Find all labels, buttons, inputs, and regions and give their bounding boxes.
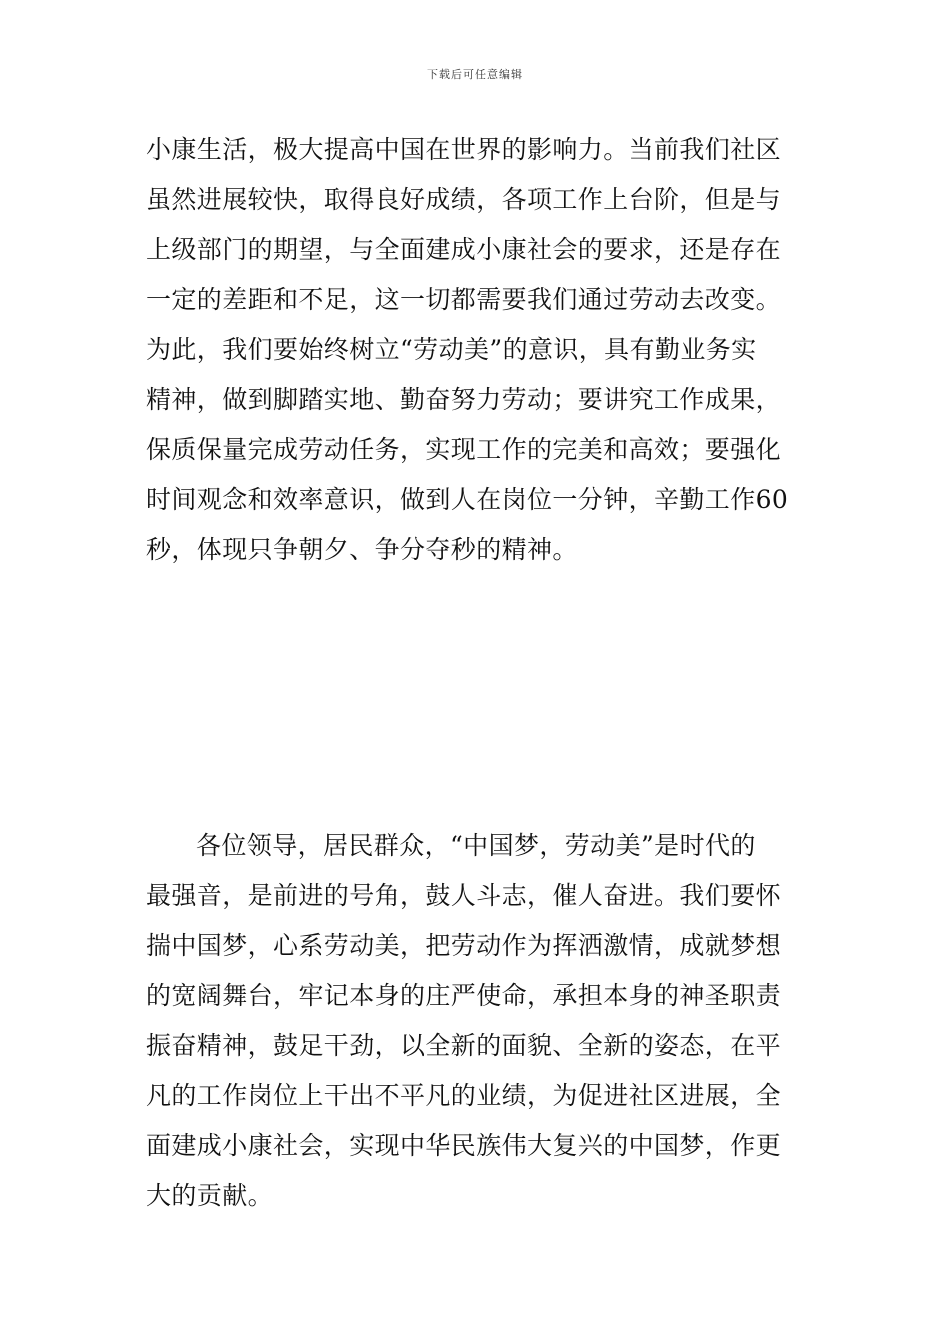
text-line: 小康生活，极大提高中国在世界的影响力。当前我们社区: [146, 135, 782, 164]
text-line: 为此，我们要始终树立“劳动美”的意识，具有勤业务实: [146, 335, 757, 364]
header-note: 下载后可任意编辑: [427, 68, 523, 81]
text-line: 最强音，是前进的号角，鼓人斗志，催人奋进。我们要怀: [146, 881, 782, 910]
text-line: 保质保量完成劳动任务，实现工作的完美和高效；要强化: [146, 435, 782, 464]
text-line: 的宽阔舞台，牢记本身的庄严使命，承担本身的神圣职责: [146, 981, 782, 1010]
text-line: 时间观念和效率意识，做到人在岗位一分钟，辛勤工作60: [146, 485, 789, 514]
text-line: 振奋精神，鼓足干劲，以全新的面貌、全新的姿态，在平: [146, 1031, 782, 1060]
text-line: 凡的工作岗位上干出不平凡的业绩，为促进社区进展，全: [146, 1081, 782, 1110]
text-line: 各位领导，居民群众，“中国梦，劳动美”是时代的: [196, 831, 756, 860]
text-line: 上级部门的期望，与全面建成小康社会的要求，还是存在: [146, 235, 782, 264]
text-line: 大的贡献。: [146, 1181, 274, 1210]
text-line: 虽然进展较快，取得良好成绩，各项工作上台阶，但是与: [146, 185, 782, 214]
text-line: 一定的差距和不足，这一切都需要我们通过劳动去改变。: [146, 285, 782, 314]
text-line: 精神，做到脚踏实地、勤奋努力劳动；要讲究工作成果，: [146, 385, 782, 414]
text-line: 面建成小康社会，实现中华民族伟大复兴的中国梦，作更: [146, 1131, 782, 1160]
text-line: 揣中国梦，心系劳动美，把劳动作为挥洒激情，成就梦想: [146, 931, 782, 960]
text-line: 秒，体现只争朝夕、争分夺秒的精神。: [146, 535, 578, 564]
